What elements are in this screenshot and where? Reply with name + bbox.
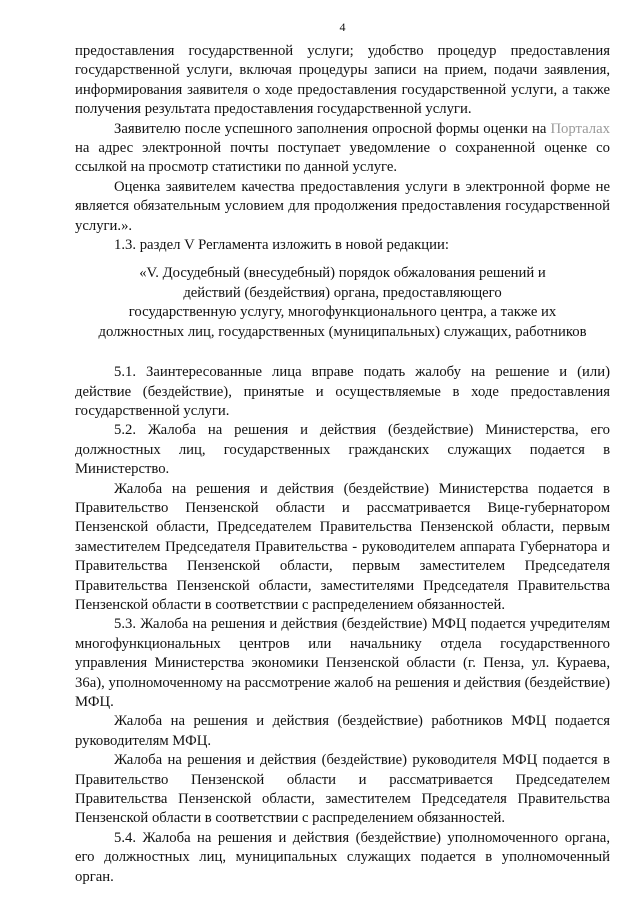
faded-word: Порталах: [550, 120, 610, 137]
paragraph-text: на адрес электронной почты поступает уведомление о сохраненной оценке со ссылкой на просмотр статистики по данной услуге.: [75, 140, 610, 176]
section-heading: [75, 264, 610, 342]
paragraph: [75, 120, 610, 178]
paragraph: 5.1. Заинтересованные лица вправе подать жалобу на решение и (или) действие (бездействие), принятые и осуществляемые в ходе предоставления государственной услуги.: [75, 364, 610, 419]
paragraph: Оценка заявителем качества предоставления услуги в электронной форме не является обязательным условием для продолжения предоставления государственной услуги.».: [75, 178, 610, 234]
heading-line: «V. Досудебный (внесудебный) порядок обжалования решений и: [139, 265, 546, 282]
paragraph: предоставления государственной услуги; удобство процедур предоставления государственной услуги, включая процедуры записи на прием, подачи заявления, информирования заявителя о ходе предоставления государственной услуги, а также получения результата предоставления государственной услуги.: [75, 43, 610, 118]
paragraph-text: Заявителю после успешного заполнения опросной формы оценки на: [114, 120, 551, 137]
heading-line: действий (бездействия) органа, предоставляющего: [183, 284, 502, 301]
heading-line: должностных лиц, государственных (муниципальных) служащих, работников: [98, 323, 587, 340]
page-number: 4: [339, 20, 346, 34]
paragraph: 5.2. Жалоба на решения и действия (бездействие) Министерства, его должностных лиц, государственных гражданских служащих подается в Министерство.: [75, 422, 610, 478]
paragraph: 5.3. Жалоба на решения и действия (бездействие) МФЦ подается учредителям многофункциональных центров или начальнику отдела государственного управления Министерства экономики Пензенской области (г. Пенза, ул. Кураева, 36а), уполномоченному на рассмотрение жалоб на решения и действия (бездействие) МФЦ.: [75, 616, 610, 710]
paragraph: Жалоба на решения и действия (бездействие) работников МФЦ подается руководителям МФЦ.: [75, 713, 610, 749]
paragraph: Жалоба на решения и действия (бездействие) руководителя МФЦ подается в Правительство Пензенской области и рассматривается Председателем Правительства Пензенской области, заместителем Председателя Правительства Пензенской области в соответствии с распределением обязанностей.: [75, 752, 610, 827]
heading-line: государственную услугу, многофункционального центра, а также их: [128, 304, 557, 321]
paragraph: 5.4. Жалоба на решения и действия (бездействие) уполномоченного органа, его должностных лиц, муниципальных служащих подается в уполномоченный орган.: [75, 829, 610, 885]
paragraph: Жалоба на решения и действия (бездействие) Министерства подается в Правительство Пензенской области и рассматривается Вице-губернатором Пензенской области, Председателем Правительства Пензенской области, первым заместителем Председателя Правительства - руководителем аппарата Губернатора и Правительства Пензенской области, первым заместителем Председателя Правительства Пензенской области, заместителями Председателя Правительства Пензенской области в соответствии с распределением обязанностей.: [75, 480, 610, 613]
paragraph: 1.3. раздел V Регламента изложить в новой редакции:: [114, 237, 449, 254]
